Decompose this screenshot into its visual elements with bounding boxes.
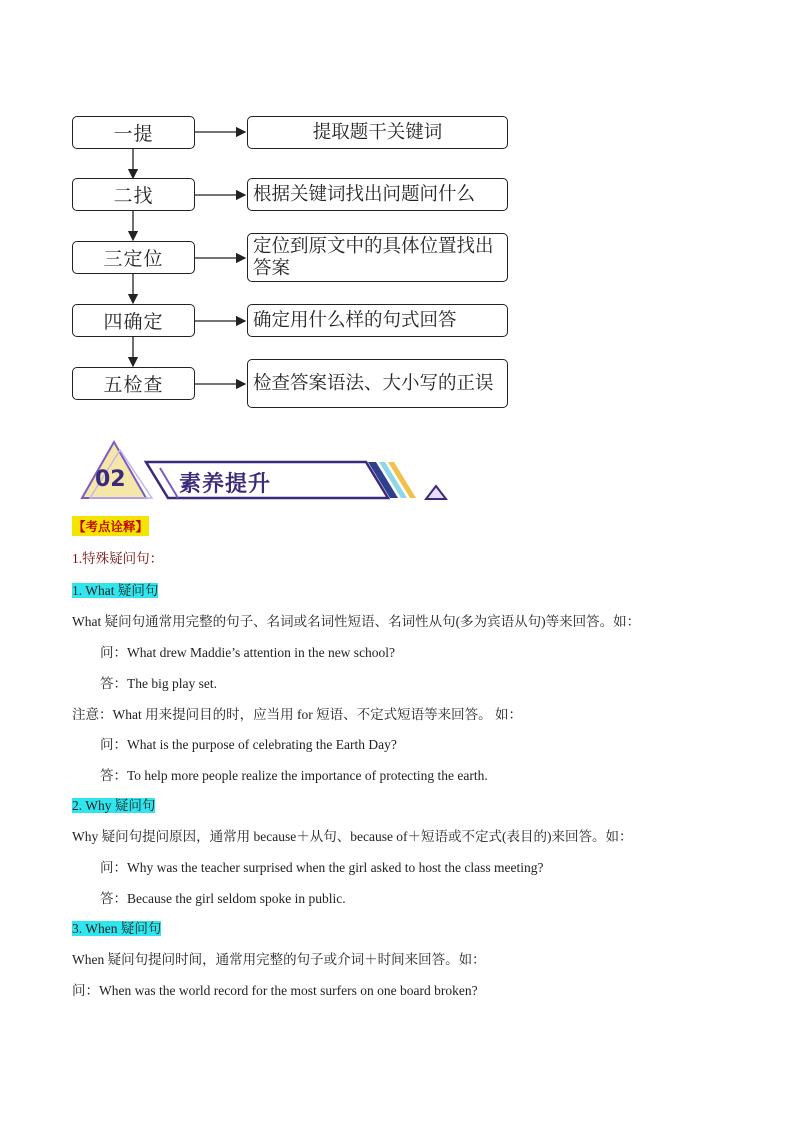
why-answer-1: 答：Because the girl seldom spoke in public. bbox=[100, 891, 346, 906]
when-heading-highlight: 3. When 疑问句 bbox=[72, 921, 162, 936]
section-heading: 1.特殊疑问句： bbox=[72, 551, 164, 566]
what-heading bbox=[72, 579, 158, 599]
flow-step-label: 一提 bbox=[113, 123, 154, 145]
flow-step-3 bbox=[72, 241, 195, 274]
flow-desc-3 bbox=[247, 233, 508, 282]
flow-step-label: 三定位 bbox=[103, 248, 164, 270]
what-question-1: 问：What drew Maddie’s attention in the new school? bbox=[100, 645, 396, 660]
flow-desc-5 bbox=[247, 359, 508, 408]
flow-desc-1 bbox=[247, 116, 508, 149]
flow-step-label: 二找 bbox=[113, 185, 154, 207]
flow-desc-text: 根据关键词找出问题问什么 bbox=[253, 183, 476, 205]
flow-step-5 bbox=[72, 367, 195, 400]
flow-desc-text: 检查答案语法、大小写的正误 bbox=[253, 372, 494, 394]
what-note: 注意：What 用来提问目的时，应当用 for 短语、不定式短语等来回答。 如： bbox=[72, 707, 522, 722]
what-answer-2: 答：To help more people realize the importance of protecting the earth. bbox=[100, 768, 488, 783]
flow-desc-text: 提取题干关键词 bbox=[312, 121, 443, 143]
flow-step-label: 四确定 bbox=[103, 311, 164, 333]
flow-desc-text: 定位到原文中的具体位置找出答案 bbox=[253, 235, 494, 279]
flow-desc-4 bbox=[247, 304, 508, 337]
when-heading bbox=[72, 917, 161, 937]
when-question-1: 问：When was the world record for the most surfers on one board broken? bbox=[72, 983, 478, 998]
why-question-1: 问：Why was the teacher surprised when the girl asked to host the class meeting? bbox=[100, 860, 544, 875]
section-title: 素养提升 bbox=[179, 472, 272, 497]
what-question-2: 问：What is the purpose of celebrating the Earth Day? bbox=[100, 737, 397, 752]
why-intro: Why 疑问句提问原因，通常用 because＋从句、because of＋短语或不定式(表目的)来回答。如： bbox=[72, 829, 633, 844]
what-answer-1: 答：The big play set. bbox=[100, 676, 217, 691]
flow-desc-2 bbox=[247, 178, 508, 211]
flow-step-2 bbox=[72, 178, 195, 211]
why-heading bbox=[72, 794, 155, 814]
flow-step-4 bbox=[72, 304, 195, 337]
flow-step-label: 五检查 bbox=[103, 374, 164, 396]
when-intro: When 疑问句提问时间，通常用完整的句子或介词＋时间来回答。如： bbox=[72, 952, 486, 967]
flow-desc-text: 确定用什么样的句式回答 bbox=[253, 309, 457, 331]
why-heading-highlight: 2. Why 疑问句 bbox=[72, 798, 156, 813]
section-number: 02 bbox=[95, 467, 126, 492]
flow-step-1 bbox=[72, 116, 195, 149]
key-point-tag: 【考点诠释】 bbox=[72, 516, 149, 536]
what-heading-highlight: 1. What 疑问句 bbox=[72, 583, 159, 598]
what-intro: What 疑问句通常用完整的句子、名词或名词性短语、名词性从句(多为宾语从句)等来回答。如： bbox=[72, 614, 641, 629]
